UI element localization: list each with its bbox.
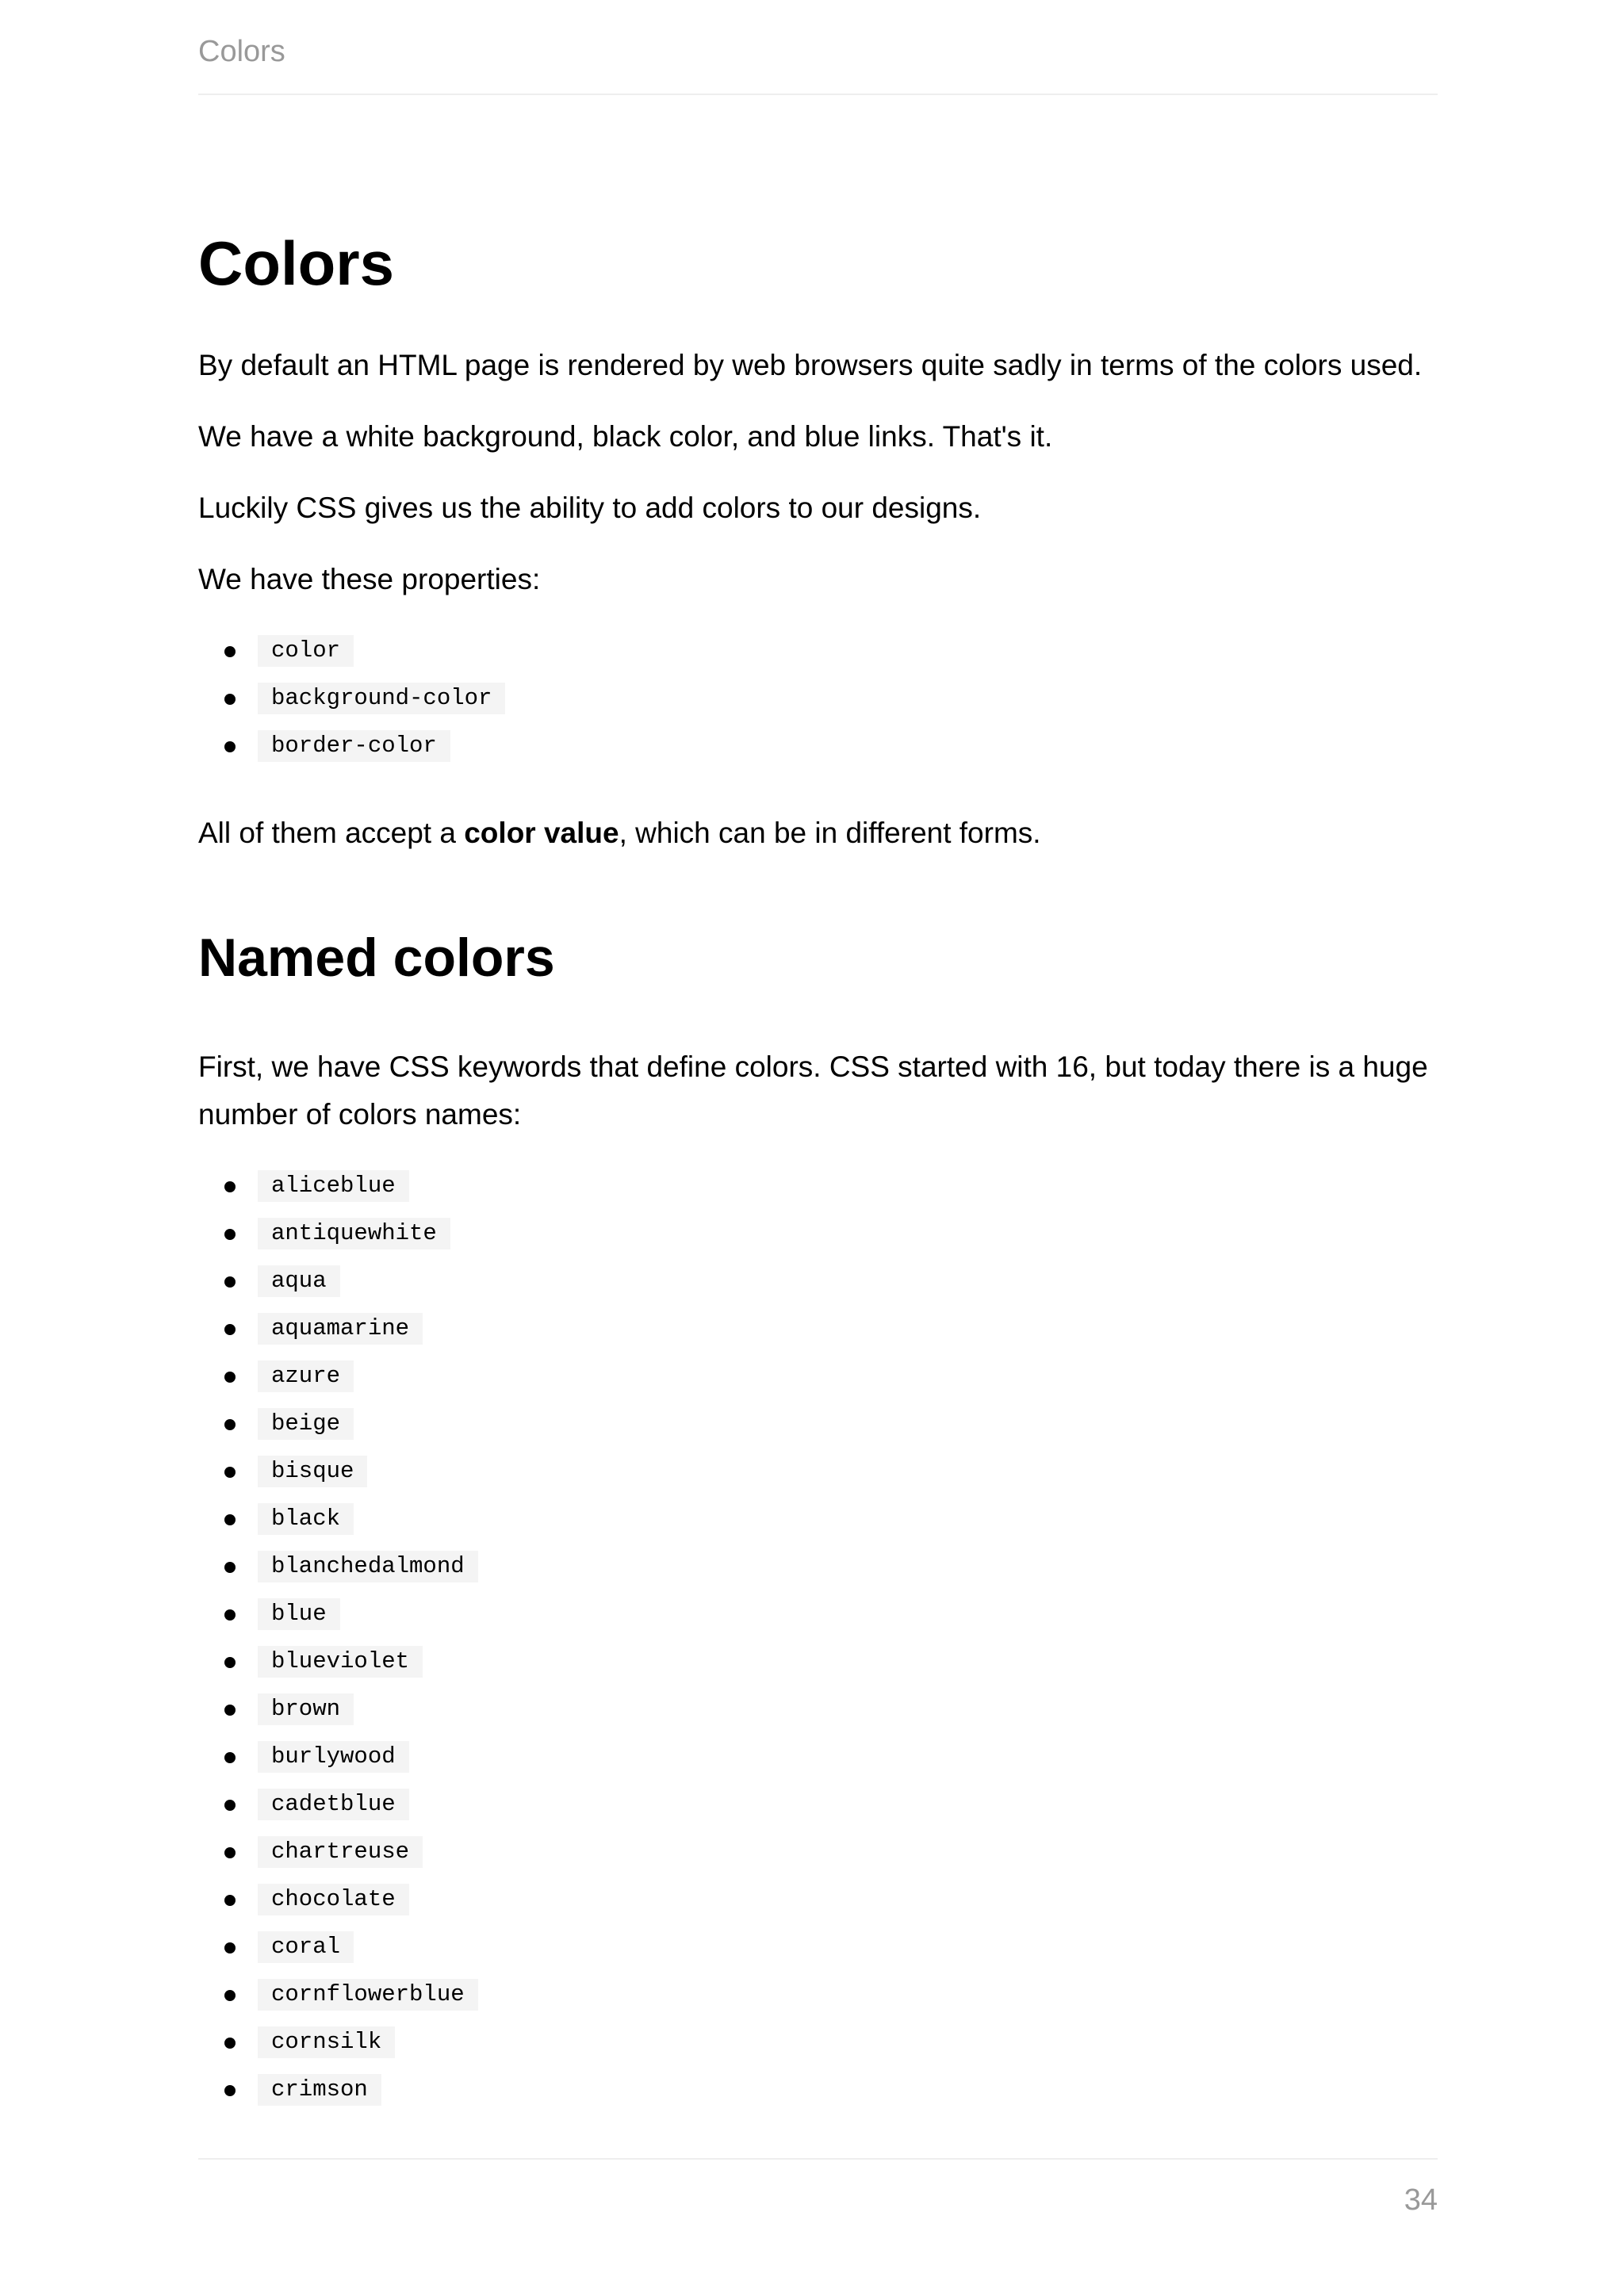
list-item [258,1456,1438,1503]
list-item [258,1551,1438,1598]
code-property: color [258,635,354,667]
bullet-icon [224,1705,236,1716]
list-item [258,1741,1438,1789]
list-item [258,1884,1438,1931]
bullet-icon [224,1895,236,1906]
running-footer [198,2158,1438,2218]
color-names-list [198,1170,1438,2122]
code-color-name: antiquewhite [258,1218,450,1249]
bullet-icon [224,694,236,705]
list-item [258,1265,1438,1313]
bullet-icon [224,1562,236,1573]
list-item [258,1598,1438,1646]
list-item [258,730,1438,778]
section-title-named-colors: Named colors [198,927,555,988]
list-item [258,1693,1438,1741]
list-item [258,1646,1438,1693]
list-item [258,1408,1438,1456]
bullet-icon [224,1372,236,1383]
code-property: border-color [258,730,450,762]
list-item [258,2026,1438,2074]
bullet-icon [224,1229,236,1240]
paragraph-color-value [198,809,1438,857]
list-item [258,1170,1438,1218]
paragraph: By default an HTML page is rendered by web browsers quite sadly in terms of the colors used. [198,348,1423,381]
code-color-name: crimson [258,2074,381,2106]
text-segment: All of them accept a [198,816,465,849]
code-color-name: chartreuse [258,1836,423,1868]
code-color-name: black [258,1503,354,1535]
bullet-icon [224,2085,236,2096]
section-title-colors: Colors [198,228,395,298]
code-color-name: beige [258,1408,354,1440]
page [198,0,1438,2296]
list-item [258,1218,1438,1265]
code-color-name: blanchedalmond [258,1551,478,1582]
list-item [258,1789,1438,1836]
code-color-name: blueviolet [258,1646,423,1678]
code-color-name: chocolate [258,1884,409,1915]
list-item [258,1360,1438,1408]
code-color-name: cornflowerblue [258,1979,478,2011]
list-item [258,635,1438,683]
bullet-icon [224,1276,236,1288]
bullet-icon [224,1800,236,1811]
paragraph: Luckily CSS gives us the ability to add colors to our designs. [198,491,982,524]
code-color-name: aliceblue [258,1170,409,1202]
bullet-icon [224,1752,236,1763]
bullet-icon [224,1514,236,1525]
bullet-icon [224,1467,236,1478]
bullet-icon [224,1657,236,1668]
paragraph: We have these properties: [198,562,541,595]
page-number: 34 [1404,2183,1438,2217]
code-color-name: coral [258,1931,354,1963]
bullet-icon [224,741,236,752]
code-color-name: brown [258,1693,354,1725]
paragraph: First, we have CSS keywords that define colors. CSS started with 16, but today there is a huge number of colors names: [198,1050,1428,1131]
list-item [258,1931,1438,1979]
bold-term: color value [464,816,619,849]
code-color-name: aquamarine [258,1313,423,1345]
code-color-name: burlywood [258,1741,409,1773]
code-color-name: azure [258,1360,354,1392]
running-header [198,36,1438,95]
code-color-name: blue [258,1598,340,1630]
list-item [258,2074,1438,2122]
list-item [258,683,1438,730]
code-color-name: cadetblue [258,1789,409,1820]
bullet-icon [224,1990,236,2001]
bullet-icon [224,1419,236,1430]
bullet-icon [224,1609,236,1621]
code-property: background-color [258,683,505,714]
list-item [258,1503,1438,1551]
code-color-name: bisque [258,1456,367,1487]
paragraph: We have a white background, black color, and blue links. That's it. [198,419,1053,453]
properties-list [198,635,1438,778]
bullet-icon [224,1324,236,1335]
text-segment: , which can be in different forms. [619,816,1041,849]
bullet-icon [224,2038,236,2049]
list-item [258,1979,1438,2026]
bullet-icon [224,1181,236,1192]
running-header-title: Colors [198,35,285,68]
bullet-icon [224,1942,236,1954]
bullet-icon [224,646,236,657]
code-color-name: aqua [258,1265,340,1297]
bullet-icon [224,1847,236,1858]
list-item [258,1836,1438,1884]
code-color-name: cornsilk [258,2026,395,2058]
content [198,230,1438,2153]
list-item [258,1313,1438,1360]
